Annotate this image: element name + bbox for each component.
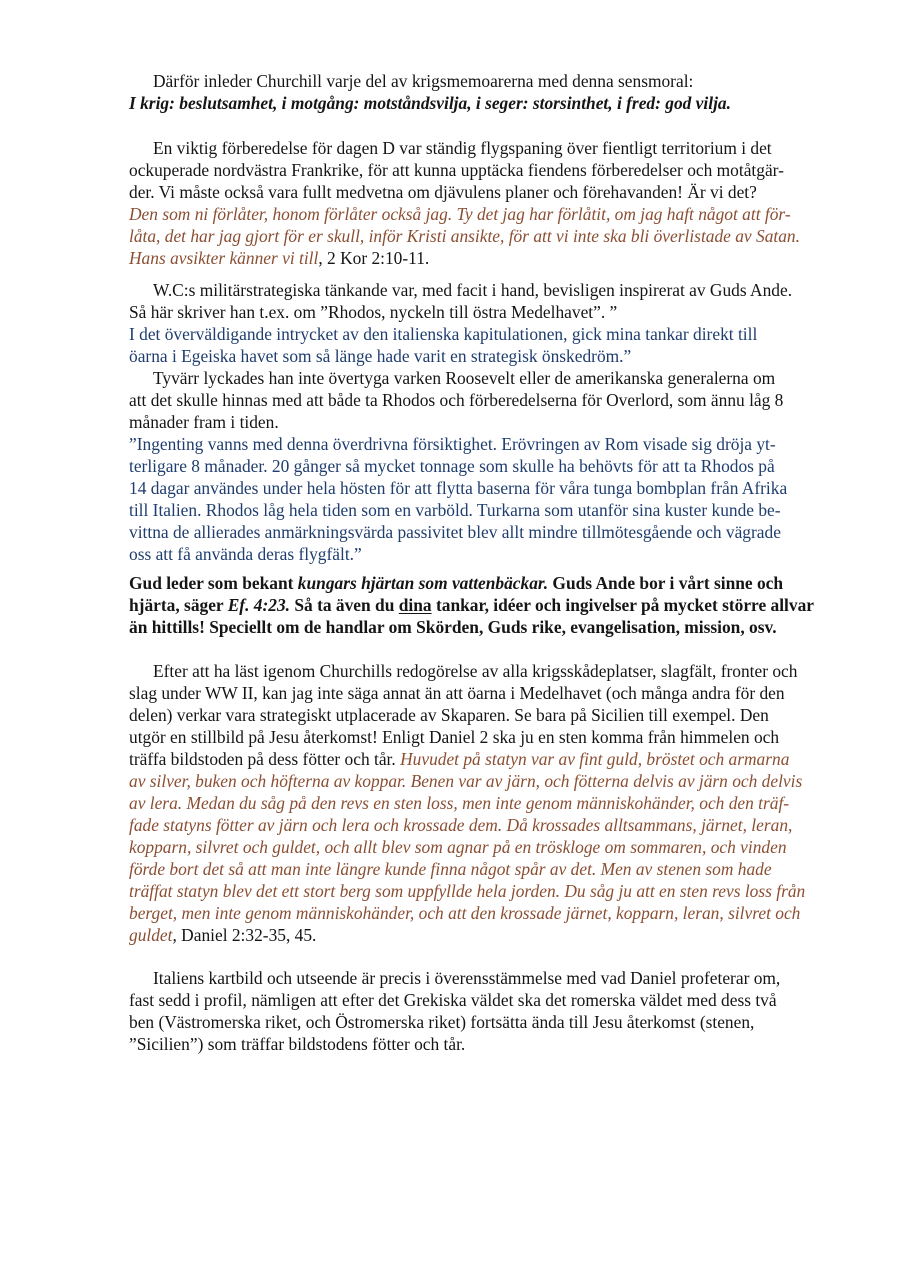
p6-line-3: delen) verkar vara strategiskt utplacerade av Skaparen. Se bara på Sicilien till exempel. Den [129,705,769,725]
p5-line-1-italic: kungars hjärtan som vattenbäckar. [297,573,549,593]
p2-quote-line-1: Den som ni förlåter, honom förlåter också jag. Ty det jag har förlåtit, om jag haft något att för- [129,204,791,224]
p7-line-3: ben (Västromerska riket, och Östromerska riket) fortsätta ända till Jesu återkomst (stenen, [129,1012,755,1032]
p7-line-2: fast sedd i profil, nämligen att efter det Grekiska väldet ska det romerska väldet med dess två [129,990,777,1010]
p3-quote-line-2: öarna i Egeiska havet som så länge hade varit en strategisk önskedröm.” [129,346,632,366]
p6-quote-line-1: av silver, buken och höfterna av koppar. Benen var av järn, och fötterna delvis av järn och delvis [129,771,803,791]
p6-line-5 [129,748,789,770]
p6-quote-line-8 [129,924,316,946]
p2-quote-end: Hans avsikter känner vi till [129,248,319,268]
p6-quote-line-2: av lera. Medan du såg på den revs en sten loss, men inte genom människohänder, och den träf- [129,793,790,813]
p1-line-1: Därför inleder Churchill varje del av krigsmemoarerna med denna sensmoral: [153,71,694,91]
p6-quote-line-7: berget, men inte genom människohänder, och att den krossade järnet, kopparn, leran, silvret och [129,903,801,923]
p7-line-1: Italiens kartbild och utseende är precis i överensstämmelse med vad Daniel profeterar om, [153,968,781,988]
p2-reference: , 2 Kor 2:10-11. [318,248,430,268]
p4-quote-line-2: terligare 8 månader. 20 gånger så mycket tonnage som skulle ha behövts för att ta Rhodos på [129,456,775,476]
p4-quote-line-5: vittna de allierades anmärkningsvärda passivitet blev allt mindre tillmötesgående och vägrade [129,522,781,542]
p3-quote-line-1: I det överväldigande intrycket av den italienska kapitulationen, gick mina tankar direkt till [129,324,758,344]
p6-quote-start: Huvudet på statyn var av fint guld, bröstet och armarna [400,749,790,769]
p6-quote-end: guldet [129,925,173,945]
p6-line-5-a: träffa bildstoden på dess fötter och tår. [129,749,401,769]
p6-quote-line-4: kopparn, silvret och guldet, och allt blev som agnar på en tröskloge om sommaren, och vinden [129,837,787,857]
p1-motto: I krig: beslutsamhet, i motgång: motståndsvilja, i seger: storsinthet, i fred: god vilja. [129,93,731,113]
p2-quote-line-2: låta, det har jag gjort för er skull, inför Kristi ansikte, för att vi inte ska bli överlistade av Satan. [129,226,800,246]
p5-line-1-a: Gud leder som bekant [129,573,298,593]
p4-line-1: Tyvärr lyckades han inte övertyga varken Roosevelt eller de amerikanska generalerna om [153,368,776,388]
p5-line-2-c: Så ta även du [290,595,399,615]
p6-line-1: Efter att ha läst igenom Churchills redogörelse av alla krigsskådeplatser, slagfält, fronter och [153,661,798,681]
p6-quote-line-3: fade statyns fötter av järn och lera och krossade dem. Då krossades alltsammans, järnet, leran, [129,815,793,835]
p6-quote-line-5: förde bort det så att man inte längre kunde finna något spår av det. Men av stenen som hade [129,859,772,879]
p5-line-2-ref: Ef. 4:23. [227,595,291,615]
p2-line-1: En viktig förberedelse för dagen D var ständig flygspaning över fientligt territorium i det [153,138,772,158]
p4-quote-line-4: till Italien. Rhodos låg hela tiden som en varböld. Turkarna som utanför sina kuster kunde be- [129,500,781,520]
p2-quote-line-3 [129,247,429,269]
p2-line-3: der. Vi måste också vara fullt medvetna om djävulens planer och förehavanden! Är vi det? [129,182,757,202]
p7-line-4: ”Sicilien”) som träffar bildstodens fötter och tår. [129,1034,466,1054]
p3-line-2: Så här skriver han t.ex. om ”Rhodos, nyckeln till östra Medelhavet”. ” [129,302,618,322]
p4-quote-line-6: oss att få använda deras flygfält.” [129,544,362,564]
p6-line-2: slag under WW II, kan jag inte säga annat än att öarna i Medelhavet (och många andra för den [129,683,785,703]
p4-quote-line-3: 14 dagar användes under hela hösten för att flytta baserna för våra tunga bombplan från Afrika [129,478,788,498]
p4-line-3: månader fram i tiden. [129,412,279,432]
p5-line-2 [129,594,814,616]
p5-line-2-underlined: dina [398,595,432,615]
p6-line-4: utgör en stillbild på Jesu återkomst! Enligt Daniel 2 ska ju en sten komma från himmelen och [129,727,780,747]
p4-quote-line-1: ”Ingenting vanns med denna överdrivna försiktighet. Erövringen av Rom visade sig dröja yt- [129,434,776,454]
p6-quote-line-6: träffat statyn blev det ett stort berg som uppfyllde hela jorden. Du såg ju att en sten revs loss från [129,881,806,901]
p5-line-2-e: tankar, idéer och ingivelser på mycket större allvar [431,595,814,615]
p5-line-3: än hittills! Speciellt om de handlar om Skörden, Guds rike, evangelisation, mission, osv. [129,617,777,637]
p5-line-1 [129,572,783,594]
p5-line-1-c: Guds Ande bor i vårt sinne och [548,573,784,593]
p3-line-1: W.C:s militärstrategiska tänkande var, med facit i hand, bevisligen inspirerat av Guds Ande. [153,280,793,300]
p2-line-2: ockuperade nordvästra Frankrike, för att kunna upptäcka fiendens förberedelser och motåtgär- [129,160,784,180]
p6-reference: , Daniel 2:32-35, 45. [172,925,317,945]
p5-line-2-a: hjärta, säger [129,595,228,615]
p4-line-2: att det skulle hinnas med att både ta Rhodos och förberedelserna för Overlord, som ännu låg 8 [129,390,784,410]
